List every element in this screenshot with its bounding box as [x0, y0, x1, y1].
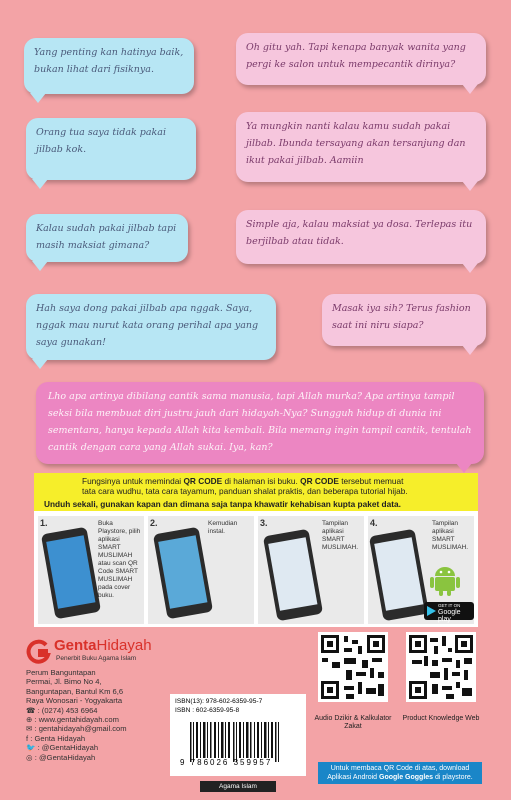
- bubble-3-tail: [32, 179, 48, 189]
- barcode-digits: 9 786026 359957: [180, 758, 273, 767]
- bubble-7-tail: [32, 359, 48, 369]
- step-2-phone-screen: [158, 535, 207, 609]
- goggles-text-c: di playstore.: [433, 774, 473, 781]
- bubble-6-text: Simple aja, kalau maksiat ya dosa. Terlepas itu berjilbab atau tidak.: [246, 219, 473, 247]
- publisher-tagline: Penerbit Buku Agama Islam: [56, 655, 137, 662]
- bubble-4-text: Ya mungkin nanti kalau kamu sudah pakai jilbab. Ibunda tersayang akan tersanjung dan ikut pakai jilbab. Aamiin: [246, 121, 466, 166]
- bubble-1-text: Yang penting kan hatinya baik, bukan lihat dari fisiknya.: [34, 47, 184, 75]
- chat-bubble-1: [24, 38, 194, 94]
- instagram-contact: ◎ : @GentaHidayah: [26, 752, 96, 762]
- publisher-name-b: Hidayah: [96, 637, 152, 654]
- google-play-small-text: GET IT ON: [438, 603, 461, 608]
- publisher-address: [26, 668, 127, 762]
- bubble-4-tail: [462, 181, 478, 191]
- isbn-box: [170, 694, 306, 718]
- qr-code-2-pattern: [406, 632, 476, 702]
- bubble-8-text: Masak iya sih? Terus fashion saat ini niru siapa?: [332, 303, 471, 331]
- step-3-number: 3.: [260, 518, 268, 528]
- step-2: [148, 516, 254, 624]
- website-contact: ⊕ : www.gentahidayah.com: [26, 715, 119, 725]
- google-goggles-note: [318, 762, 482, 784]
- step-4-text: Tampilan aplikasi SMART MUSLIMAH.: [432, 520, 469, 551]
- chat-bubble-9: [36, 382, 484, 464]
- address-line: Banguntapan, Bantul Km 6,6: [26, 686, 124, 696]
- isbn-10: ISBN : 602-6359-95-8: [175, 707, 240, 714]
- step-1-phone-screen: [46, 535, 95, 609]
- qr-intro-text-a: Fungsinya untuk memindai: [82, 476, 184, 486]
- category-label: Agama Islam: [200, 781, 276, 792]
- qr-intro-line-3: Unduh sekali, gunakan kapan dan dimana saja tanpa khawatir kehabisan kupta paket data.: [44, 499, 401, 509]
- bubble-6-tail: [462, 263, 478, 273]
- android-robot-icon: [430, 564, 460, 596]
- qr-code-audio-dzikir[interactable]: [318, 632, 388, 702]
- step-3-text: Tampilan aplikasi SMART MUSLIMAH.: [322, 520, 359, 551]
- chat-bubble-8: [322, 294, 486, 346]
- chat-bubble-6: [236, 210, 486, 264]
- bubble-7-text: Hah saya dong pakai jilbab apa nggak. Saya, nggak mau nurut kata orang perihal apa yang saya gunakan!: [36, 303, 259, 348]
- qr-2-label: Product Knowledge Web: [402, 715, 480, 722]
- chat-bubble-2: [236, 33, 486, 85]
- qr-intro-band: [34, 473, 478, 511]
- step-4-number: 4.: [370, 518, 378, 528]
- email-contact: ✉ : gentahidayah@gmail.com: [26, 724, 127, 734]
- step-1-number: 1.: [40, 518, 48, 528]
- step-4: [368, 516, 474, 624]
- bubble-1-tail: [30, 93, 46, 103]
- step-3-phone-image: [263, 529, 323, 622]
- step-4-phone-image: [369, 529, 429, 622]
- qr-intro-line-2: tata cara wudhu, tata cara tayamum, panduan shalat praktis, dan beberapa tutorial hijab.: [82, 486, 408, 496]
- bubble-5-text: Kalau sudah pakai jilbab tapi masih maksiat gimana?: [36, 223, 177, 251]
- barcode: [170, 718, 306, 776]
- play-triangle-icon: [427, 606, 436, 616]
- address-line: Perum Banguntapan: [26, 668, 96, 677]
- qr-1-label: Audio Dzikir & Kalkulator Zakat: [314, 715, 392, 730]
- publisher-name: [54, 637, 152, 654]
- step-2-number: 2.: [150, 518, 158, 528]
- qr-intro-text-b: QR CODE: [183, 476, 223, 486]
- qr-intro-text-d: QR CODE: [300, 476, 339, 486]
- twitter-contact: 🐦 : @GentaHidayah: [26, 743, 99, 753]
- phone-contact: ☎ : (0274) 453 6964: [26, 705, 98, 715]
- step-4-phone-screen: [374, 537, 423, 611]
- address-line: Raya Wonosari - Yogyakarta: [26, 696, 123, 706]
- step-1: [38, 516, 144, 624]
- chat-bubble-4: [236, 112, 486, 182]
- step-1-text: Buka Playstore, pilih aplikasi SMART MUSLIMAH atau scan QR Code SMART MUSLIMAH pada cover buku.: [98, 520, 141, 599]
- bubble-8-tail: [462, 345, 478, 355]
- google-play-text: Google play: [438, 609, 461, 623]
- goggles-text-a: Untuk membaca QR Code di atas, download Aplikasi Android: [327, 765, 470, 781]
- publisher-name-a: Genta: [54, 637, 97, 654]
- bubble-9-text: Lho apa artinya dibilang cantik sama manusia, tapi Allah murka? Apa artinya tampil seksi bila membuat diri justru jauh dari hidayah-Nya? Sungguh hidup di dunia ini sementara, hanya kepada Allah kita kembali. Bila memang ingin tampil cantik, tentulah cantik dengan cara yang Allah sukai. Iya, kan?: [48, 391, 472, 453]
- bubble-5-tail: [32, 261, 48, 271]
- bubble-9-tail: [456, 463, 472, 473]
- qr-intro-line-1: [82, 476, 472, 486]
- install-steps-panel: [34, 511, 478, 627]
- genta-hidayah-logo-icon: [26, 639, 52, 665]
- qr-code-product-knowledge[interactable]: [406, 632, 476, 702]
- chat-bubble-5: [26, 214, 188, 262]
- bubble-2-tail: [462, 84, 478, 94]
- chat-bubble-7: [26, 294, 276, 360]
- goggles-app-name: Google Goggles: [379, 774, 434, 781]
- google-play-badge[interactable]: [424, 602, 474, 623]
- step-3-phone-screen: [268, 537, 317, 611]
- step-3: [258, 516, 364, 624]
- bubble-2-text: Oh gitu yah. Tapi kenapa banyak wanita yang pergi ke salon untuk mempecantik dirinya?: [246, 42, 466, 70]
- isbn-13: ISBN(13): 978-602-6359-95-7: [175, 698, 263, 705]
- chat-bubble-3: [26, 118, 196, 180]
- bubble-3-text: Orang tua saya tidak pakai jilbab kok.: [36, 127, 167, 155]
- qr-intro-text-c: di halaman isi buku.: [222, 476, 301, 486]
- step-2-phone-image: [153, 527, 213, 620]
- facebook-contact: f : Genta Hidayah: [26, 733, 86, 743]
- qr-intro-text-e: tersebut memuat: [338, 476, 404, 486]
- qr-code-1-pattern: [318, 632, 388, 702]
- address-line: Permai, Jl. Bimo No 4,: [26, 677, 102, 687]
- step-2-text: Kemudian instal.: [208, 520, 238, 535]
- step-1-phone-image: [41, 527, 101, 620]
